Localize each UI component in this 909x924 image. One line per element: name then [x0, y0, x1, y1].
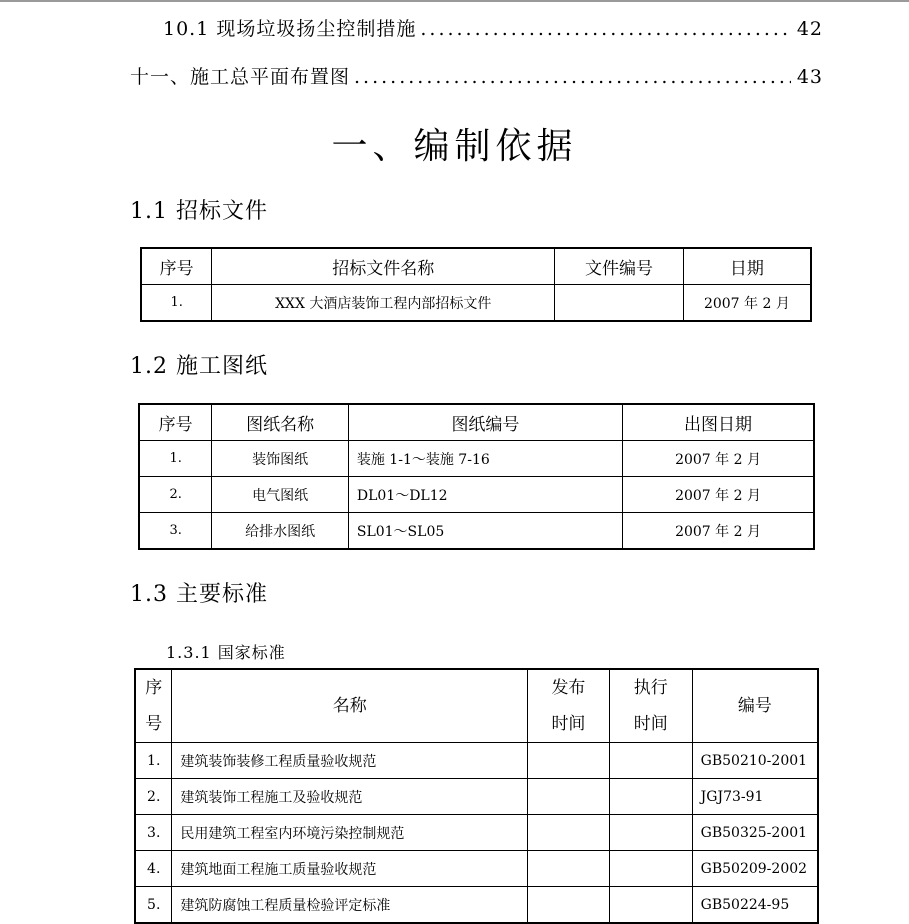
col-header-no	[135, 669, 172, 743]
cell-code: GB50209-2002	[692, 851, 818, 887]
table-row	[135, 887, 818, 924]
toc-entry-10-1[interactable]	[163, 14, 823, 41]
subsection-title-1-3-1: 1.3.1 国家标准	[166, 643, 286, 662]
cell-exec-time	[609, 743, 692, 779]
cell-name: 建筑装饰工程施工及验收规范	[172, 779, 528, 815]
col-header-no: 序号	[141, 248, 212, 285]
toc-entry-11[interactable]	[130, 62, 823, 89]
cell-doc-no	[555, 285, 684, 322]
cell-no: 1.	[141, 285, 212, 322]
cell-issue-date: 2007 年 2 月	[623, 441, 814, 477]
cell-issue-date: 2007 年 2 月	[623, 477, 814, 513]
cell-name: 建筑装饰装修工程质量验收规范	[172, 743, 528, 779]
cell-name: 建筑防腐蚀工程质量检验评定标准	[172, 887, 528, 924]
section-title-1-3: 1.3 主要标准	[130, 582, 268, 607]
cell-drawing-no: SL01～SL05	[348, 513, 622, 550]
table-row	[135, 779, 818, 815]
col-header-doc-name: 招标文件名称	[212, 248, 555, 285]
cell-publish-time	[528, 851, 610, 887]
table-header-row	[135, 669, 818, 743]
cell-publish-time	[528, 815, 610, 851]
table-row	[135, 743, 818, 779]
table-header-row	[139, 404, 814, 441]
col-header-drawing-no: 图纸编号	[348, 404, 622, 441]
cell-no: 2.	[139, 477, 212, 513]
toc-dot-leader	[420, 18, 790, 40]
cell-exec-time	[609, 779, 692, 815]
table-row	[141, 285, 811, 322]
tender-documents-table	[140, 247, 812, 322]
cell-no: 5.	[135, 887, 172, 924]
col-header-publish-time	[528, 669, 610, 743]
cell-publish-time	[528, 887, 610, 924]
cell-code: JGJ73-91	[692, 779, 818, 815]
cell-exec-time	[609, 887, 692, 924]
col-header-date: 日期	[683, 248, 811, 285]
drawings-table	[138, 403, 815, 550]
cell-no: 1.	[135, 743, 172, 779]
section-title-1-2: 1.2 施工图纸	[130, 354, 268, 379]
cell-drawing-no: DL01～DL12	[348, 477, 622, 513]
table-row	[139, 513, 814, 550]
col-header-doc-no: 文件编号	[555, 248, 684, 285]
toc-entry-page: 43	[796, 66, 823, 88]
cell-drawing-name: 电气图纸	[212, 477, 349, 513]
cell-issue-date: 2007 年 2 月	[623, 513, 814, 550]
cell-no: 3.	[135, 815, 172, 851]
col-header-publish-time-text: 发布时间	[551, 678, 586, 734]
col-header-no: 序号	[139, 404, 212, 441]
cell-publish-time	[528, 779, 610, 815]
col-header-exec-time	[609, 669, 692, 743]
toc-entry-page: 42	[796, 18, 823, 40]
col-header-no-text: 序号	[145, 678, 163, 734]
toc-entry-label: 十一、施工总平面布置图	[130, 66, 351, 88]
col-header-code: 编号	[692, 669, 818, 743]
cell-no: 1.	[139, 441, 212, 477]
cell-code: GB50325-2001	[692, 815, 818, 851]
col-header-issue-date: 出图日期	[623, 404, 814, 441]
toc-dot-leader	[354, 66, 791, 88]
table-row	[135, 815, 818, 851]
cell-code: GB50210-2001	[692, 743, 818, 779]
toc-entry-label: 10.1 现场垃圾扬尘控制措施	[163, 18, 417, 40]
cell-name: 建筑地面工程施工质量验收规范	[172, 851, 528, 887]
col-header-name: 名称	[172, 669, 528, 743]
table-row	[139, 477, 814, 513]
cell-no: 3.	[139, 513, 212, 550]
table-row	[135, 851, 818, 887]
col-header-exec-time-text: 执行时间	[633, 678, 668, 734]
col-header-drawing-name: 图纸名称	[212, 404, 349, 441]
cell-name: 民用建筑工程室内环境污染控制规范	[172, 815, 528, 851]
cell-drawing-name: 装饰图纸	[212, 441, 349, 477]
cell-exec-time	[609, 851, 692, 887]
table-row	[139, 441, 814, 477]
section-title-1-1: 1.1 招标文件	[130, 199, 268, 224]
cell-drawing-no: 装施 1-1～装施 7-16	[348, 441, 622, 477]
cell-date: 2007 年 2 月	[683, 285, 811, 322]
cell-no: 2.	[135, 779, 172, 815]
chapter-title: 一、编制依据	[331, 126, 578, 167]
cell-exec-time	[609, 815, 692, 851]
cell-drawing-name: 给排水图纸	[212, 513, 349, 550]
cell-doc-name: XXX 大酒店装饰工程内部招标文件	[212, 285, 555, 322]
table-header-row	[141, 248, 811, 285]
page-top-rule	[0, 0, 909, 2]
cell-publish-time	[528, 743, 610, 779]
cell-no: 4.	[135, 851, 172, 887]
cell-code: GB50224-95	[692, 887, 818, 924]
national-standards-table	[134, 668, 819, 924]
